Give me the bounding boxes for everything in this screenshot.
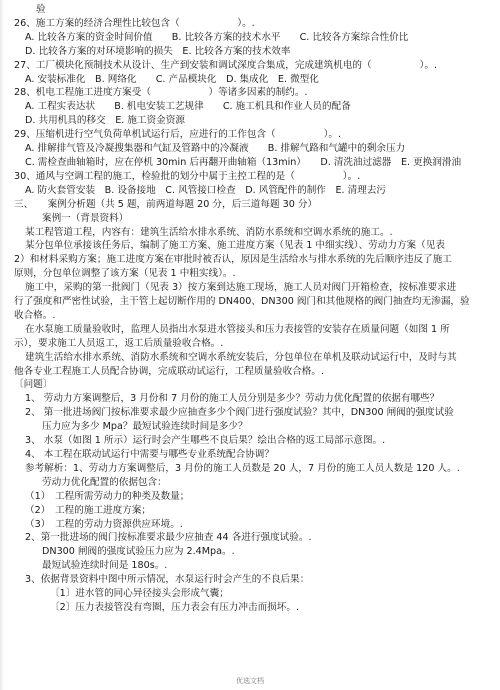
problem-4: 4、 本工程在联动试运行中需要与哪些专业系统配合协调？ [25, 449, 274, 460]
case-paragraph: 行了强度和严密性试验，主干管上起切断作用的 DN400、DN300 阀门和其他规格的阀门抽查均无渗漏，验 [14, 296, 470, 308]
answer-text: 劳动力优化配置的依据包含： [42, 476, 167, 488]
options-27: A. 安装标准化 B. 网络化 C. 产品模块化 D. 集成化 E. 微型化 [25, 73, 319, 85]
text-line: 验 [36, 4, 46, 15]
page-footer: 优选文档 [236, 677, 264, 686]
case-paragraph: 某分包单位承接该任务后，编制了施工方案、施工进度方案（见表 1 中细实线）、劳动力方案（见表 [25, 240, 445, 252]
answer-3: 3、依据背景资料中图中所示情况，水泵运行时会产生的不良后果： [25, 574, 310, 586]
question-30: 30、通风与空调工程的施工，检验批的划分中属于主控工程的是（ ）。. [14, 170, 361, 182]
questions-heading: 〔问题〕 [14, 379, 53, 391]
options-28-a-c: A. 工程实表达状 B. 机电安装工艺规律 C. 施工机具和作业人员的配备 [25, 101, 351, 113]
scan-edge-shadow [0, 0, 4, 690]
answer-text: 最短试验连续时间是 180s。. [42, 560, 168, 572]
answer-item: 〔2〕压力表接管没有弯圈，压力表会有压力冲击而损坏。. [50, 601, 299, 613]
options-30: A. 防火套管安装 B. 设备接地 C. 风管接口检查 D. 风管配件的制作 E. 清理去污 [25, 184, 387, 196]
problem-3: 3、 水泵（如图 1 所示）运行时会产生哪些不良后果？绘出合格的返工局部示意图。. [25, 435, 386, 447]
problem-2-continued: 压力应为多少 Mpa？最短试验连续时间是多少？ [42, 421, 248, 433]
problem-2: 2、 第一批进场阀门按标准要求最少应抽查多少个阀门进行强度试验？其中，DN300 闸阀的强度试验 [25, 407, 454, 419]
options-28-d-e: D. 共用机具的移交 E. 施工资金资源 [25, 115, 185, 127]
case-paragraph: 他各专业工程施工人员配合协调，完成联动试运行，工程质量验收合格。. [14, 365, 325, 377]
case-paragraph: 2）和材料采购方案；施工进度方案在审批时被否认，原因是生活给水与排水系统的先后顺序违反了施工 [14, 254, 452, 266]
answer-text: DN300 闸阀的强度试验压力应为 2.4Mpa。. [42, 546, 235, 558]
case-paragraph: 施工中，采购的第一批阀门（见表 3）按方案到达施工现场，施工人员对阀门开箱检查，按标准要求进 [25, 282, 457, 294]
answer-item: 〔1〕进水管的同心异径接头会形成气囊； [50, 588, 229, 600]
options-29-c-e: C. 需检查曲轴箱时，应在停机 30min 后再翻开曲轴箱（13min） D. 清洗油过滤器 E. 更换润滑油 [25, 156, 462, 168]
question-27: 27、工厂模块化预制技术从设计、生产到安装和调试深度合集成，完成建筑机电的（ ）。. [14, 59, 437, 71]
question-28: 28、机电工程施工进度方案受（ ）等诸多因素的制约。. [14, 87, 308, 99]
options-29-a-b: A. 排解排气管及冷凝搜集器和气缸及管路中的冷凝液 B. 排解气路和气罐中的剩余压力 [25, 143, 406, 155]
answer-item: （2） 工程的施工进度方案； [25, 504, 152, 516]
question-29: 29、压缩机进行空气负荷单机试运行后，应进行的工作包含（ ）。. [14, 129, 342, 141]
problem-1: 1、 劳动力方案调整后，3 月份和 7 月份的施工人员分别是多少？劳动力优化配置的依据有哪些？ [25, 393, 440, 405]
case-paragraph: 收合格。. [14, 309, 56, 321]
case-title: 案例一（背景资料） [42, 212, 129, 224]
answer-2: 2、第一批进场的阀门按标准要求最少应抽查 44 各进行强度试验。. [25, 532, 312, 544]
options-26-d-e: D. 比较各方案的对环境影响的损失 E. 比较各方案的技术效率 [25, 45, 291, 57]
answer-item: （3） 工程的劳动力资源供应环境。. [25, 518, 183, 530]
answer-1: 参考解析：1、劳动力方案调整后，3 月份的施工人员数是 20 人，7 月份的施工人员人数是 120 人。. [25, 462, 460, 474]
question-26: 26、施工方案的经济合理性比较包含（ ）。. [14, 17, 255, 29]
case-paragraph: 建筑生活给水排水系统、消防水系统和空调水系统安装后，分包单位在单机及联动试运行中，及时与其 [25, 351, 457, 363]
section-heading: 三、 案例分析题（共 5 题，前两道每题 20 分，后三道每题 30 分） [14, 198, 318, 210]
case-paragraph: 在水泵施工质量验收时，监理人员指出水泵进水管接头和压力表接管的安装存在质量问题（如图 1 所 [25, 323, 450, 335]
case-paragraph: 示），要求施工人员返工，返工后质量验收合格。. [14, 337, 224, 349]
case-paragraph: 某工程管道工程，内容有：建筑生活给水排水系统、消防水系统和空调水系统的施工。. [25, 226, 393, 238]
options-26-a-c: A. 比较各方案的资金时间价值 B. 比较各方案的技术水平 C. 比较各方案综合性价比 [25, 31, 409, 43]
case-paragraph: 原则，分包单位调整了该方案（见表 1 中粗实线）。. [14, 268, 236, 280]
answer-item: （1） 工程所需劳动力的种类及数量； [25, 490, 190, 502]
